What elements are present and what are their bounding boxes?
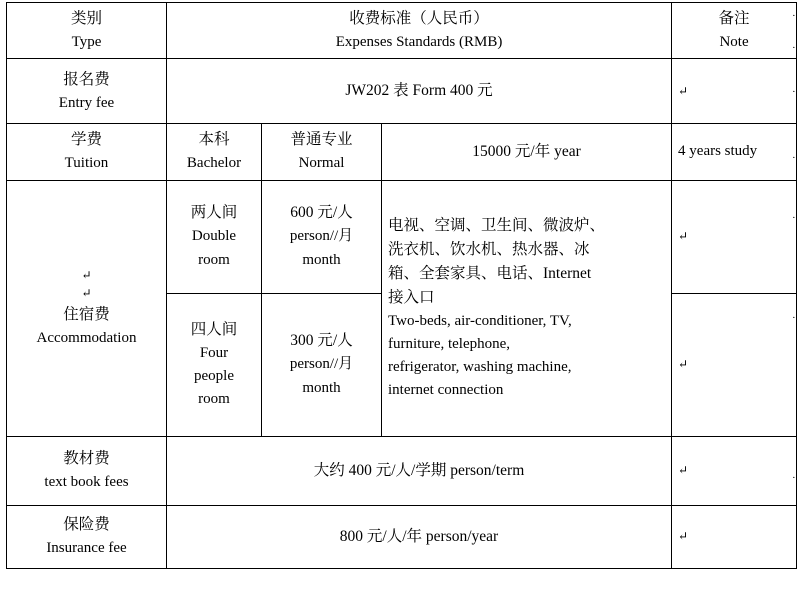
accommodation-facilities xyxy=(382,180,672,436)
fee-table xyxy=(6,2,797,569)
header-type-en: Type xyxy=(71,34,102,51)
four-room-en-3: room xyxy=(198,391,230,408)
facilities-cn-2: 洗衣机、饮水机、热水器、冰 xyxy=(388,240,590,258)
margin-mark: · xyxy=(792,472,796,484)
header-cell-standards xyxy=(167,3,672,59)
margin-mark: · xyxy=(792,312,796,324)
tuition-type-cn: 学费 xyxy=(70,131,102,149)
tuition-note xyxy=(672,124,797,180)
tuition-note-text: 4 years study xyxy=(678,143,758,160)
double-room-price xyxy=(262,180,382,293)
four-room-en-1: Four xyxy=(199,344,229,361)
facilities-cn-1: 电视、空调、卫生间、微波炉、 xyxy=(388,216,606,234)
entry-fee-note xyxy=(672,59,797,124)
facilities-en-2: furniture, telephone, xyxy=(388,335,511,352)
tuition-level-en: Bachelor xyxy=(186,155,242,172)
accommodation-note-top xyxy=(672,180,797,293)
margin-mark: · xyxy=(792,10,796,22)
entry-fee-type xyxy=(7,59,167,124)
tuition-level xyxy=(167,124,262,180)
textbook-note xyxy=(672,436,797,505)
insurance-type xyxy=(7,505,167,568)
tuition-major-cn: 普通专业 xyxy=(290,131,353,149)
textbook-type-en: text book fees xyxy=(44,473,129,490)
four-room-en-2: people xyxy=(194,367,234,384)
four-room-price xyxy=(262,293,382,436)
insurance-note xyxy=(672,505,797,568)
tuition-type xyxy=(7,124,167,180)
pilcrow-mark: ↵ xyxy=(678,528,689,543)
facilities-cn-4: 接入口 xyxy=(388,288,435,306)
margin-marks xyxy=(792,2,800,602)
header-cell-type xyxy=(7,3,167,59)
accommodation-pad-2: ↵ xyxy=(81,286,92,301)
accommodation-note-bottom xyxy=(672,293,797,436)
four-room-price-en-1: person//月 xyxy=(289,356,354,373)
header-standards-cn: 收费标准（人民币） xyxy=(349,10,489,27)
table-row-insurance xyxy=(7,505,797,568)
textbook-type xyxy=(7,436,167,505)
textbook-amount: 大约 400 元/人/学期 person/term xyxy=(313,461,525,479)
double-room-label xyxy=(167,180,262,293)
accommodation-pad-1: ↵ xyxy=(81,267,92,282)
pilcrow-mark: ↵ xyxy=(678,228,689,243)
table-row-accommodation-double xyxy=(7,180,797,293)
textbook-type-cn: 教材费 xyxy=(63,449,110,467)
header-cell-note xyxy=(672,3,797,59)
margin-mark: · xyxy=(792,212,796,224)
entry-fee-value xyxy=(167,59,672,124)
four-room-cn: 四人间 xyxy=(190,320,238,338)
tuition-level-cn: 本科 xyxy=(198,131,230,149)
header-type-cn: 类别 xyxy=(70,10,102,27)
accommodation-type-en: Accommodation xyxy=(36,330,137,346)
table-header-row xyxy=(7,3,797,59)
margin-mark: · xyxy=(792,152,796,164)
facilities-cn-3: 箱、全套家具、电话、Internet xyxy=(388,264,592,282)
double-room-price-cn: 600 元/人 xyxy=(290,204,353,222)
tuition-type-en: Tuition xyxy=(64,155,109,172)
document-page xyxy=(0,2,800,602)
double-room-price-en-1: person//月 xyxy=(289,228,354,245)
accommodation-type-cn: 住宿费 xyxy=(63,305,110,323)
table-row-textbook xyxy=(7,436,797,505)
insurance-type-en: Insurance fee xyxy=(46,539,127,556)
insurance-amount: 800 元/人/年 person/year xyxy=(339,527,499,545)
facilities-en-4: internet connection xyxy=(388,382,504,399)
double-room-en-2: room xyxy=(198,251,230,268)
four-room-label xyxy=(167,293,262,436)
tuition-amount: 15000 元/年 year xyxy=(472,142,581,160)
tuition-major xyxy=(262,124,382,180)
entry-fee-type-cn: 报名费 xyxy=(63,70,110,88)
table-row-tuition xyxy=(7,124,797,180)
insurance-type-cn: 保险费 xyxy=(63,515,110,533)
header-note-cn: 备注 xyxy=(718,10,750,27)
textbook-value xyxy=(167,436,672,505)
tuition-major-en: Normal xyxy=(298,155,345,172)
tuition-value xyxy=(382,124,672,180)
margin-mark: · xyxy=(792,42,796,54)
accommodation-type xyxy=(7,180,167,436)
double-room-cn: 两人间 xyxy=(190,204,238,222)
pilcrow-mark: ↵ xyxy=(678,356,689,371)
table-row-entry-fee xyxy=(7,59,797,124)
entry-fee-type-en: Entry fee xyxy=(58,94,115,111)
facilities-en-3: refrigerator, washing machine, xyxy=(388,359,572,376)
pilcrow-mark: ↵ xyxy=(678,462,689,477)
four-room-price-en-2: month xyxy=(302,379,341,396)
facilities-en-1: Two-beds, air-conditioner, TV, xyxy=(388,312,572,329)
entry-fee-amount: JW202 表 Form 400 元 xyxy=(345,82,493,100)
double-room-price-en-2: month xyxy=(302,251,341,268)
header-standards-en: Expenses Standards (RMB) xyxy=(335,34,503,51)
four-room-price-cn: 300 元/人 xyxy=(290,332,353,350)
pilcrow-mark: ↵ xyxy=(678,83,689,98)
header-note-en: Note xyxy=(719,34,749,51)
double-room-en-1: Double xyxy=(191,228,237,245)
margin-mark: · xyxy=(792,86,796,98)
insurance-value xyxy=(167,505,672,568)
